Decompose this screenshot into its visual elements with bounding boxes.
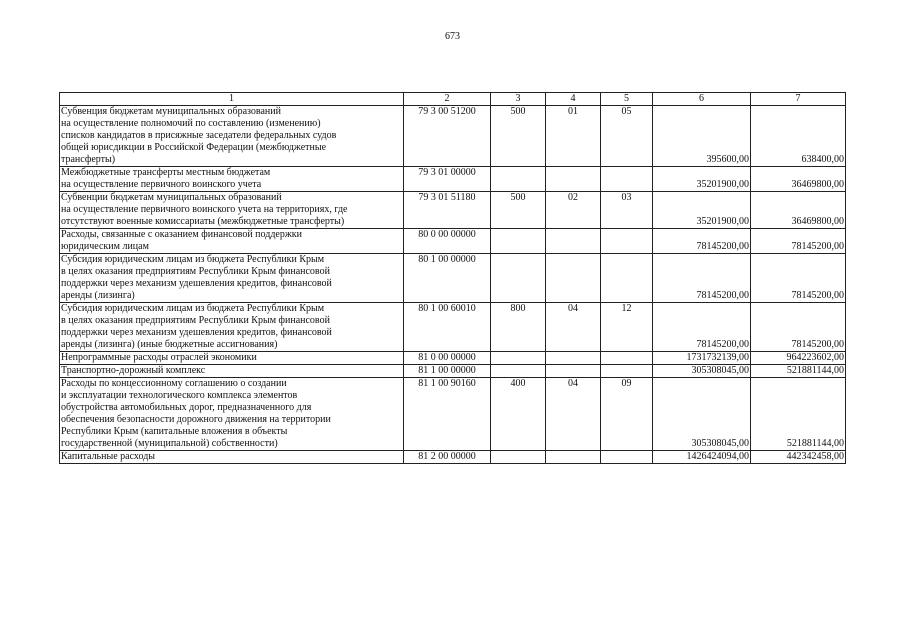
- row-name-line: списков кандидатов в присяжные заседатели федеральных судов: [61, 130, 337, 141]
- row-name-cell: [60, 167, 404, 192]
- amount-year2-cell: 442342458,00: [751, 451, 846, 464]
- column-header-7: 7: [751, 93, 846, 106]
- budget-code-cell: 81 1 00 90160: [404, 378, 491, 451]
- expense-type-cell: [491, 352, 546, 365]
- table-row: [60, 192, 846, 229]
- amount-year1-cell: 1731732139,00: [653, 352, 751, 365]
- amount-year1-cell: 78145200,00: [653, 303, 751, 352]
- amount-year1-cell: 305308045,00: [653, 378, 751, 451]
- subsection-cell: 03: [601, 192, 653, 229]
- amount-year2-cell: 78145200,00: [751, 303, 846, 352]
- row-name-line: Субвенция бюджетам муниципальных образований: [61, 106, 281, 117]
- table-row: [60, 167, 846, 192]
- table-row: [60, 352, 846, 365]
- amount-year1-cell: 35201900,00: [653, 192, 751, 229]
- row-name-line: Капитальные расходы: [61, 451, 156, 462]
- row-name-line: поддержки через механизм удешевления кредитов, финансовой: [61, 327, 332, 338]
- amount-year1-cell: 395600,00: [653, 106, 751, 167]
- budget-code-cell: 79 3 00 51200: [404, 106, 491, 167]
- row-name-line: общей юрисдикции в Российской Федерации (межбюджетные: [61, 142, 327, 153]
- section-cell: 04: [546, 303, 601, 352]
- subsection-cell: 09: [601, 378, 653, 451]
- row-name-line: Субсидия юридическим лицам из бюджета Республики Крым: [61, 254, 325, 265]
- row-name-line: Межбюджетные трансферты местным бюджетам: [61, 167, 271, 178]
- budget-code-cell: 80 1 00 60010: [404, 303, 491, 352]
- row-name-cell: [60, 254, 404, 303]
- row-name-line: на осуществление полномочий по составлению (изменению): [61, 118, 321, 129]
- amount-year2-cell: 964223602,00: [751, 352, 846, 365]
- expense-type-cell: [491, 229, 546, 254]
- expense-type-cell: [491, 451, 546, 464]
- budget-code-cell: 79 3 01 00000: [404, 167, 491, 192]
- row-name-cell: [60, 192, 404, 229]
- amount-year1-cell: 78145200,00: [653, 229, 751, 254]
- expense-type-cell: [491, 254, 546, 303]
- row-name-cell: [60, 365, 404, 378]
- column-header-2: 2: [404, 93, 491, 106]
- expense-type-cell: 500: [491, 192, 546, 229]
- row-name-line: аренды (лизинга) (иные бюджетные ассигнования): [61, 339, 278, 350]
- table-body: [60, 106, 846, 464]
- table-row: [60, 365, 846, 378]
- table-row: [60, 303, 846, 352]
- section-cell: [546, 352, 601, 365]
- subsection-cell: [601, 254, 653, 303]
- amount-year2-cell: 521881144,00: [751, 378, 846, 451]
- row-name-line: Расходы, связанные с оказанием финансовой поддержки: [61, 229, 302, 240]
- subsection-cell: [601, 352, 653, 365]
- amount-year2-cell: 78145200,00: [751, 254, 846, 303]
- amount-year2-cell: 36469800,00: [751, 167, 846, 192]
- table-row: [60, 229, 846, 254]
- subsection-cell: [601, 229, 653, 254]
- budget-code-cell: 80 1 00 00000: [404, 254, 491, 303]
- row-name-line: поддержки через механизм удешевления кредитов, финансовой: [61, 278, 332, 289]
- row-name-line: Расходы по концессионному соглашению о создании: [61, 378, 287, 389]
- budget-code-cell: 81 2 00 00000: [404, 451, 491, 464]
- row-name-line: на осуществление первичного воинского учета: [61, 179, 262, 190]
- table-row: [60, 451, 846, 464]
- budget-code-cell: 81 0 00 00000: [404, 352, 491, 365]
- row-name-line: Субсидия юридическим лицам из бюджета Республики Крым: [61, 303, 325, 314]
- subsection-cell: 05: [601, 106, 653, 167]
- section-cell: 01: [546, 106, 601, 167]
- budget-code-cell: 80 0 00 00000: [404, 229, 491, 254]
- expense-type-cell: 800: [491, 303, 546, 352]
- row-name-line: Субвенции бюджетам муниципальных образований: [61, 192, 282, 203]
- row-name-line: в целях оказания предприятиям Республики Крым финансовой: [61, 266, 330, 277]
- section-cell: [546, 229, 601, 254]
- section-cell: 02: [546, 192, 601, 229]
- section-cell: [546, 167, 601, 192]
- subsection-cell: [601, 167, 653, 192]
- row-name-line: государственной (муниципальной) собственности): [61, 438, 278, 449]
- amount-year1-cell: 305308045,00: [653, 365, 751, 378]
- row-name-line: аренды (лизинга): [61, 290, 135, 301]
- row-name-cell: [60, 378, 404, 451]
- section-cell: 04: [546, 378, 601, 451]
- row-name-cell: [60, 229, 404, 254]
- row-name-line: в целях оказания предприятиям Республики Крым финансовой: [61, 315, 330, 326]
- column-header-5: 5: [601, 93, 653, 106]
- amount-year2-cell: 521881144,00: [751, 365, 846, 378]
- header-row: [60, 93, 846, 106]
- table-row: [60, 106, 846, 167]
- row-name-line: юридическим лицам: [61, 241, 149, 252]
- row-name-cell: [60, 451, 404, 464]
- row-name-cell: [60, 352, 404, 365]
- table-row: [60, 378, 846, 451]
- row-name-line: трансферты): [61, 154, 116, 165]
- row-name-line: Республики Крым (капитальные вложения в объекты: [61, 426, 288, 437]
- expense-type-cell: 500: [491, 106, 546, 167]
- row-name-line: обеспечения безопасности дорожного движения на территории: [61, 414, 331, 425]
- subsection-cell: 12: [601, 303, 653, 352]
- column-header-4: 4: [546, 93, 601, 106]
- amount-year2-cell: 36469800,00: [751, 192, 846, 229]
- amount-year2-cell: 638400,00: [751, 106, 846, 167]
- table-row: [60, 254, 846, 303]
- row-name-cell: [60, 303, 404, 352]
- row-name-line: обустройства автомобильных дорог, предназначенного для: [61, 402, 312, 413]
- amount-year1-cell: 78145200,00: [653, 254, 751, 303]
- subsection-cell: [601, 451, 653, 464]
- column-header-6: 6: [653, 93, 751, 106]
- amount-year1-cell: 35201900,00: [653, 167, 751, 192]
- amount-year1-cell: 1426424094,00: [653, 451, 751, 464]
- section-cell: [546, 254, 601, 303]
- amount-year2-cell: 78145200,00: [751, 229, 846, 254]
- budget-table: [59, 92, 846, 464]
- expense-type-cell: 400: [491, 378, 546, 451]
- row-name-line: Непрограммные расходы отраслей экономики: [61, 352, 257, 363]
- row-name-line: отсутствуют военные комиссариаты (межбюджетные трансферты): [61, 216, 345, 227]
- column-header-3: 3: [491, 93, 546, 106]
- subsection-cell: [601, 365, 653, 378]
- row-name-line: Транспортно-дорожный комплекс: [61, 365, 206, 376]
- section-cell: [546, 365, 601, 378]
- budget-code-cell: 81 1 00 00000: [404, 365, 491, 378]
- expense-type-cell: [491, 365, 546, 378]
- expense-type-cell: [491, 167, 546, 192]
- budget-code-cell: 79 3 01 51180: [404, 192, 491, 229]
- row-name-cell: [60, 106, 404, 167]
- row-name-line: на осуществление первичного воинского учета на территориях, где: [61, 204, 348, 215]
- section-cell: [546, 451, 601, 464]
- row-name-line: и эксплуатации технологического комплекса элементов: [61, 390, 298, 401]
- page-number: 673: [445, 31, 460, 42]
- column-header-1: 1: [60, 93, 404, 106]
